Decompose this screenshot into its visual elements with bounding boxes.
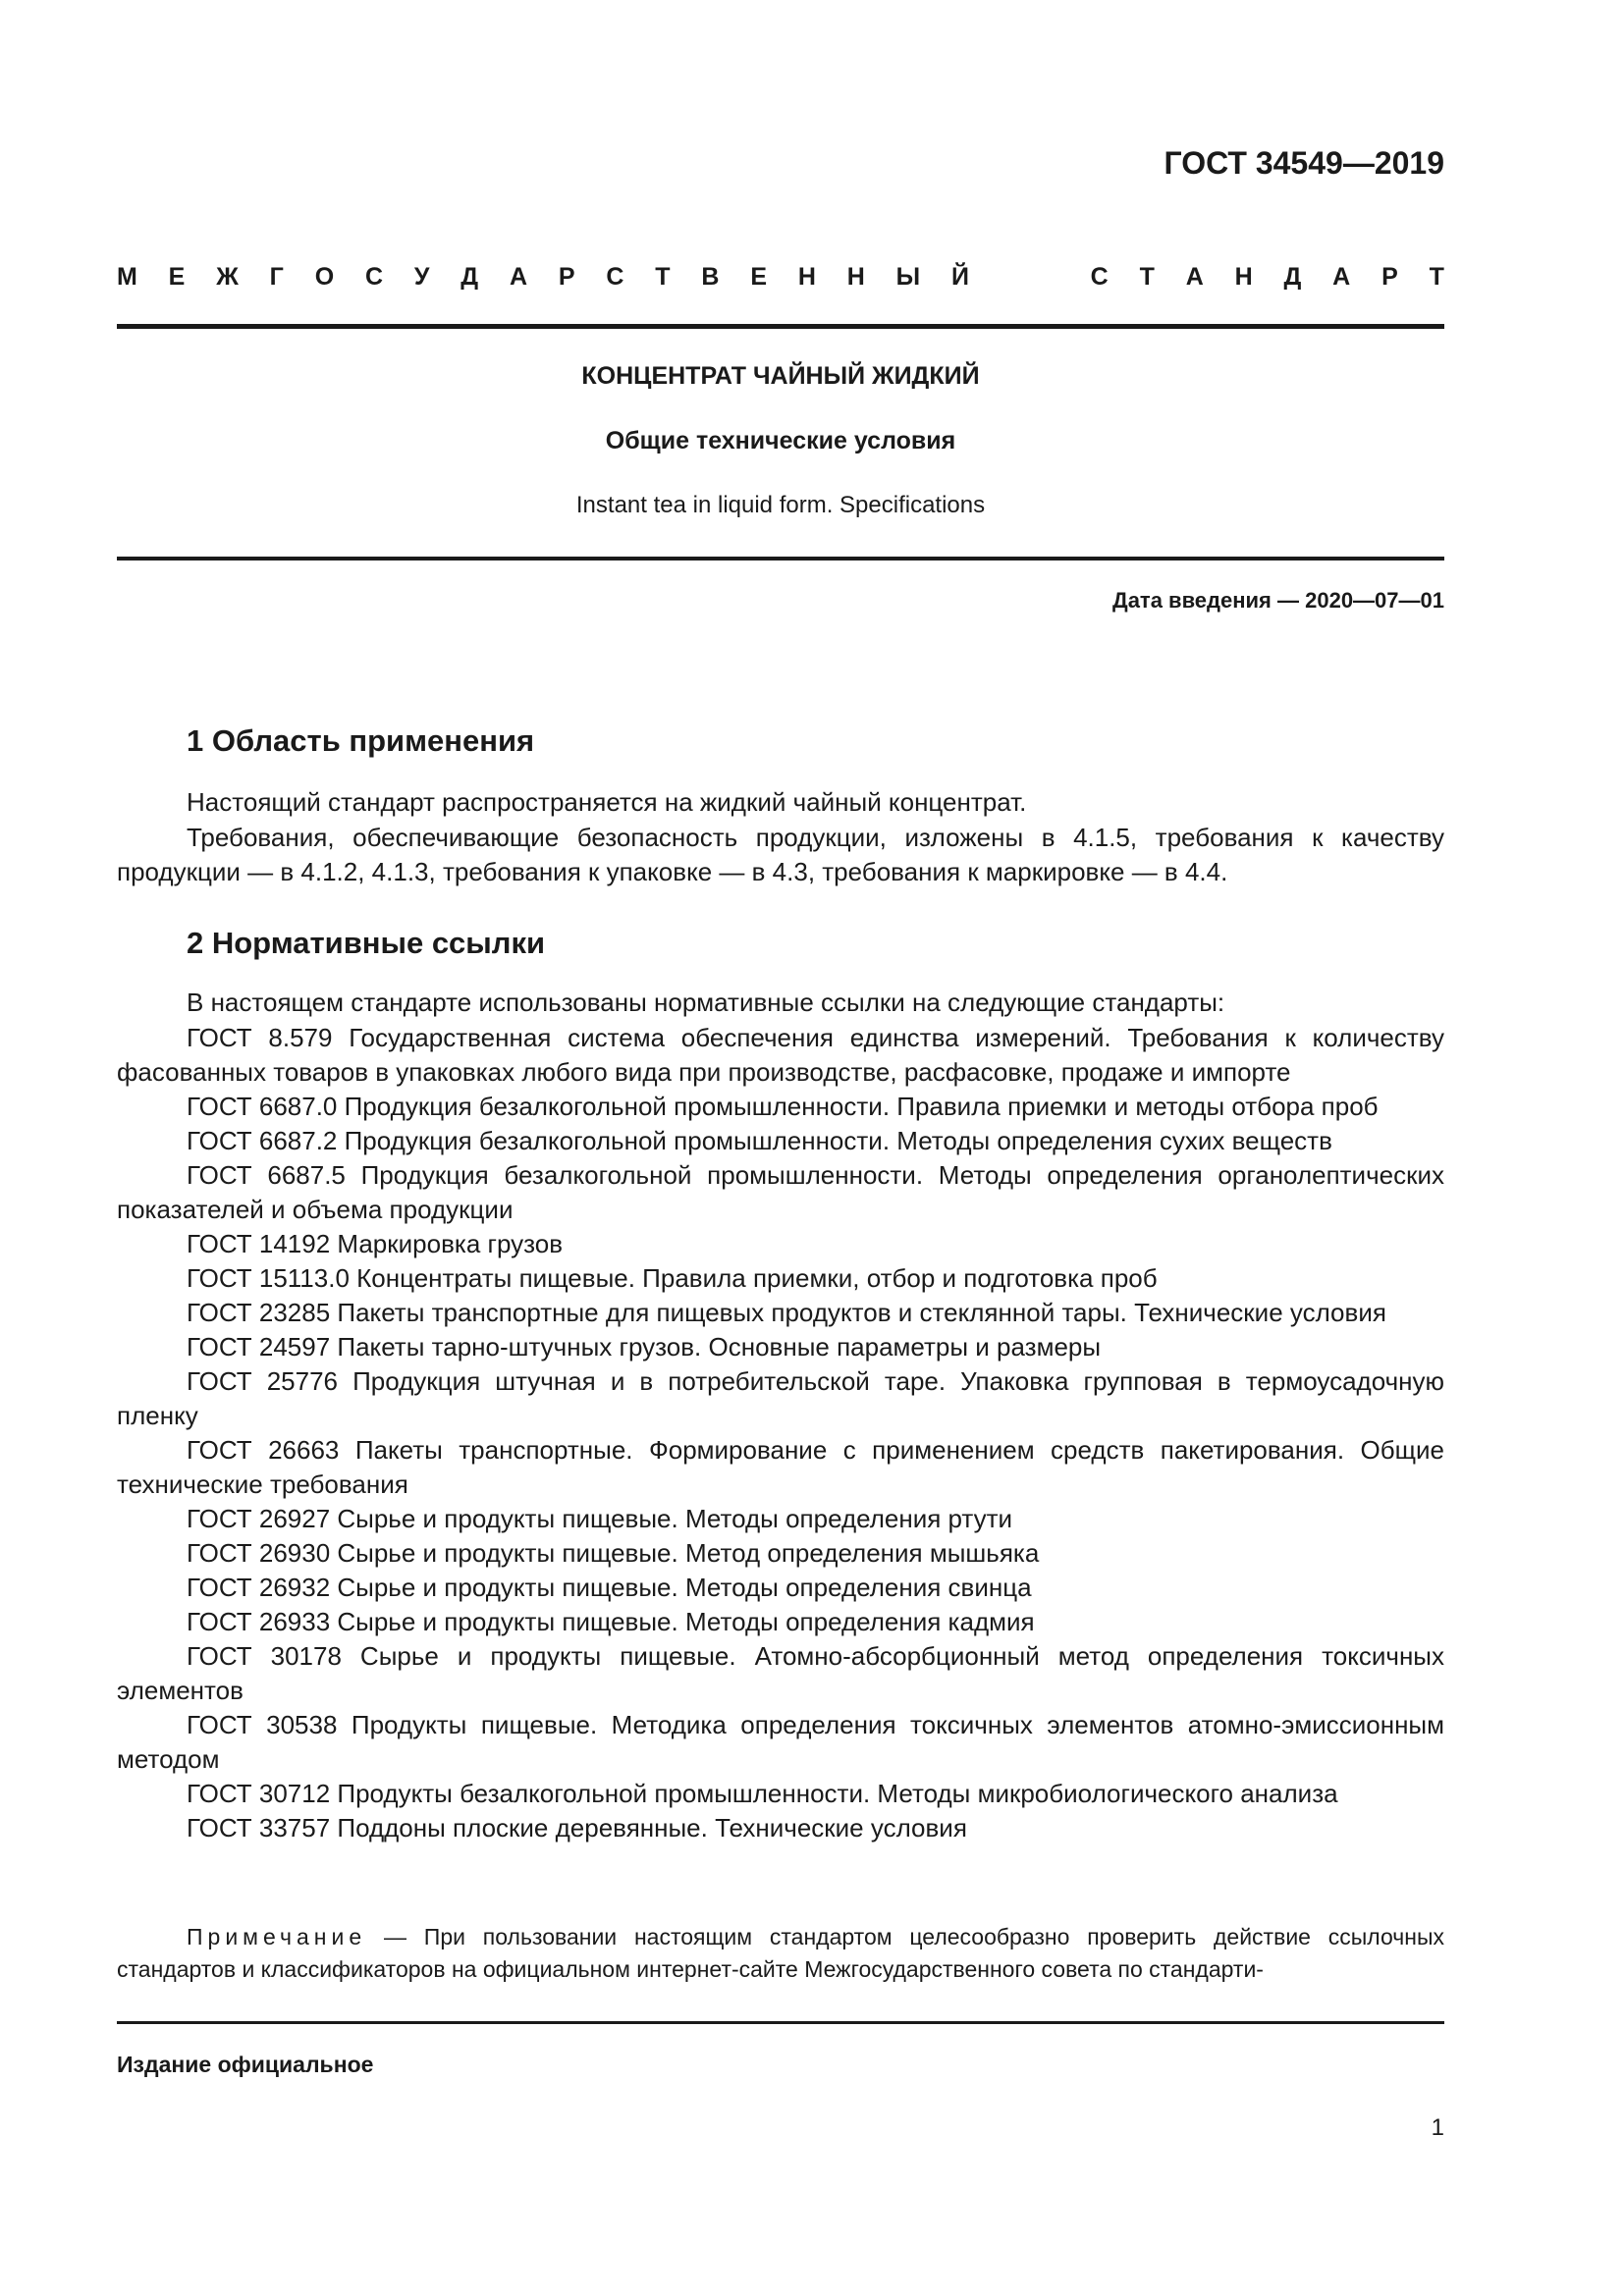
section-1-heading: 1 Область применения (187, 723, 535, 758)
divider-bottom (117, 2021, 1444, 2024)
reference-item: ГОСТ 6687.2 Продукция безалкогольной промышленности. Методы определения сухих веществ (187, 1126, 1332, 1155)
note-text: — При пользовании настоящим стандартом целесообразно проверить действие ссылочных стандартов и классификаторов на официальном интернет-сайте Межгосударственного совета по стандарти- (117, 1924, 1444, 1982)
banner-letter: О (314, 263, 335, 291)
banner-letter: Н (846, 263, 865, 291)
reference-item: ГОСТ 24597 Пакеты тарно-штучных грузов. Основные параметры и размеры (187, 1332, 1102, 1362)
official-edition-label: Издание официальное (117, 2052, 374, 2077)
banner-letter: С (364, 263, 384, 291)
reference-item: ГОСТ 15113.0 Концентраты пищевые. Правила приемки, отбор и подготовка проб (187, 1263, 1158, 1293)
banner-letter: Ы (895, 263, 921, 291)
banner-letter: Е (168, 263, 186, 291)
reference-item: ГОСТ 30178 Сырье и продукты пищевые. Атомно-абсорбционный метод определения токсичных элементов (117, 1641, 1444, 1705)
document-english-title: Instant tea in liquid form. Specifications (575, 492, 986, 518)
banner-letter: Д (1283, 263, 1302, 291)
page-number: 1 (1431, 2114, 1444, 2141)
document-number: ГОСТ 34549—2019 (1164, 145, 1444, 181)
banner-letter: М (117, 263, 137, 291)
banner-letter: Г (269, 263, 284, 291)
section-2-intro: В настоящем стандарте использованы нормативные ссылки на следующие стандарты: (187, 988, 1225, 1017)
reference-item: ГОСТ 23285 Пакеты транспортные для пищевых продуктов и стеклянной тары. Технические условия (187, 1298, 1386, 1327)
banner-letter: Р (558, 263, 575, 291)
banner-word-gap (1001, 263, 1059, 292)
reference-item: ГОСТ 26932 Сырье и продукты пищевые. Методы определения свинца (187, 1573, 1032, 1602)
banner-letter: А (509, 263, 528, 291)
banner-letter: С (606, 263, 624, 291)
reference-item: ГОСТ 8.579 Государственная система обеспечения единства измерений. Требования к количеству фасованных товаров в упаковках любого вида при производстве, расфасовке, продаже и импорте (117, 1023, 1444, 1087)
banner-letter: С (1090, 263, 1109, 291)
reference-item: ГОСТ 26930 Сырье и продукты пищевые. Метод определения мышьяка (187, 1538, 1040, 1568)
divider-top (117, 324, 1444, 329)
reference-item: ГОСТ 6687.5 Продукция безалкогольной промышленности. Методы определения органолептических показателей и объема продукции (117, 1160, 1444, 1224)
reference-item: ГОСТ 33757 Поддоны плоские деревянные. Технические условия (187, 1813, 967, 1842)
banner-letter: Н (1234, 263, 1253, 291)
reference-item: ГОСТ 30712 Продукты безалкогольной промышленности. Методы микробиологического анализа (187, 1779, 1338, 1808)
note-paragraph (117, 1921, 1444, 1986)
section-1-paragraph-2: Требования, обеспечивающие безопасность продукции, изложены в 4.1.5, требования к качеству продукции — в 4.1.2, 4.1.3, требования к упаковке — в 4.3, требования к маркировке — в 4.4. (117, 823, 1444, 886)
interstate-standard-banner (117, 263, 1444, 292)
reference-item: ГОСТ 30538 Продукты пищевые. Методика определения токсичных элементов атомно-эмиссионным методом (117, 1710, 1444, 1774)
banner-letter: Т (655, 263, 671, 291)
banner-letter: Т (1429, 263, 1444, 291)
reference-item: ГОСТ 6687.0 Продукция безалкогольной промышленности. Правила приемки и методы отбора проб (187, 1092, 1379, 1121)
banner-letter: А (1332, 263, 1351, 291)
document-subtitle: Общие технические условия (605, 427, 956, 454)
banner-letter: У (413, 263, 430, 291)
banner-letter: Р (1381, 263, 1398, 291)
banner-letter: Т (1139, 263, 1155, 291)
divider-middle (117, 557, 1444, 561)
normative-references-list (117, 1021, 1444, 1845)
section-2-heading: 2 Нормативные ссылки (187, 926, 546, 960)
reference-item: ГОСТ 26663 Пакеты транспортные. Формирование с применением средств пакетирования. Общие технические требования (117, 1435, 1444, 1499)
banner-letter: Й (951, 263, 969, 291)
banner-letter: В (701, 263, 720, 291)
banner-letter: Ж (216, 263, 239, 291)
reference-item: ГОСТ 26933 Сырье и продукты пищевые. Методы определения кадмия (187, 1607, 1035, 1636)
banner-letter: Д (460, 263, 479, 291)
banner-letter: Е (750, 263, 768, 291)
banner-letter: А (1185, 263, 1204, 291)
introduction-date: Дата введения — 2020—07—01 (1112, 588, 1444, 613)
note-label: Примечание (187, 1924, 367, 1949)
document-title: КОНЦЕНТРАТ ЧАЙНЫЙ ЖИДКИЙ (581, 362, 980, 390)
reference-item: ГОСТ 25776 Продукция штучная и в потребительской таре. Упаковка групповая в термоусадочную пленку (117, 1366, 1444, 1430)
reference-item: ГОСТ 26927 Сырье и продукты пищевые. Методы определения ртути (187, 1504, 1013, 1533)
banner-letter: Н (797, 263, 816, 291)
reference-item: ГОСТ 14192 Маркировка грузов (187, 1229, 564, 1258)
section-1-paragraph-1: Настоящий стандарт распространяется на жидкий чайный концентрат. (187, 787, 1027, 817)
